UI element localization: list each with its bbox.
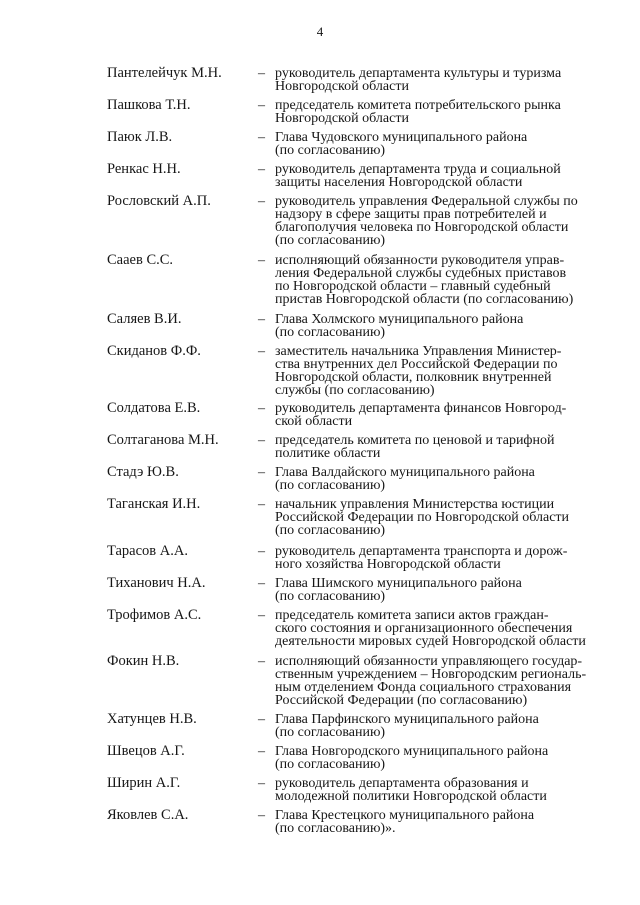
separator-dash: – [258, 744, 265, 759]
separator-dash: – [258, 465, 265, 480]
separator-dash: – [258, 162, 265, 177]
member-position: председатель комитета записи актов граждан- ского состояния и организационного обеспечения деятельности мировых судей Новгородской области [275, 608, 586, 649]
separator-dash: – [258, 576, 265, 591]
member-name: Пантелейчук М.Н. [107, 65, 222, 81]
member-name: Солтаганова М.Н. [107, 432, 219, 448]
separator-dash: – [258, 544, 265, 559]
member-name: Фокин Н.В. [107, 653, 180, 669]
separator-dash: – [258, 776, 265, 791]
separator-dash: – [258, 712, 265, 727]
member-name: Стадэ Ю.В. [107, 464, 179, 480]
member-name: Ренкас Н.Н. [107, 161, 181, 177]
member-position: руководитель департамента транспорта и дорож- ного хозяйства Новгородской области [275, 544, 568, 572]
member-position: руководитель департамента культуры и туризма Новгородской области [275, 66, 562, 94]
member-name: Скиданов Ф.Ф. [107, 343, 201, 359]
member-name: Сааев С.С. [107, 252, 174, 268]
member-name: Тиханович Н.А. [107, 575, 206, 591]
member-position: Глава Новгородского муниципального района (по согласованию) [275, 744, 549, 772]
separator-dash: – [258, 253, 265, 268]
member-position: Глава Шимского муниципального района (по согласованию) [275, 576, 522, 604]
separator-dash: – [258, 608, 265, 623]
member-name: Саляев В.И. [107, 311, 182, 327]
member-position: начальник управления Министерства юстиции Российской Федерации по Новгородской области (по согласованию) [275, 497, 570, 538]
member-position: Глава Чудовского муниципального района (по согласованию) [275, 130, 528, 158]
member-position: руководитель департамента труда и социальной защиты населения Новгородской области [275, 162, 561, 190]
separator-dash: – [258, 312, 265, 327]
member-position: председатель комитета по ценовой и тарифной политике области [275, 433, 555, 461]
separator-dash: – [258, 808, 265, 823]
member-position: исполняющий обязанности руководителя управ- ления Федеральной службы судебных приставов по Новгородской области – главный судебный пристав Новгородской области (по согласованию) [275, 253, 574, 307]
member-name: Яковлев С.А. [107, 807, 189, 823]
separator-dash: – [258, 654, 265, 669]
page-number: 4 [316, 24, 324, 39]
member-name: Солдатова Е.В. [107, 400, 201, 416]
member-name: Паюк Л.В. [107, 129, 173, 145]
member-name: Рословский А.П. [107, 193, 211, 209]
separator-dash: – [258, 130, 265, 145]
member-position: Глава Парфинского муниципального района (по согласованию) [275, 712, 539, 740]
member-position: председатель комитета потребительского рынка Новгородской области [275, 98, 561, 126]
member-position: руководитель департамента образования и молодежной политики Новгородской области [275, 776, 547, 804]
separator-dash: – [258, 98, 265, 113]
member-position: заместитель начальника Управления Министер- ства внутренних дел Российской Федерации по Новгородской области, полковник внутренней службы (по согласованию) [275, 344, 562, 398]
separator-dash: – [258, 194, 265, 209]
member-position: исполняющий обязанности управляющего государ- ственным учреждением – Новгородским региональ- ным отделением Фонда социального страхования Российской Федерации (по согласованию) [275, 654, 587, 708]
member-name: Таганская И.Н. [107, 496, 201, 512]
member-position: Глава Крестецкого муниципального района (по согласованию)». [275, 808, 535, 836]
separator-dash: – [258, 401, 265, 416]
member-name: Хатунцев Н.В. [107, 711, 197, 727]
member-name: Пашкова Т.Н. [107, 97, 191, 113]
member-position: Глава Холмского муниципального района (по согласованию) [275, 312, 524, 340]
separator-dash: – [258, 433, 265, 448]
member-name: Швецов А.Г. [107, 743, 185, 759]
member-name: Трофимов А.С. [107, 607, 202, 623]
member-name: Ширин А.Г. [107, 775, 181, 791]
separator-dash: – [258, 497, 265, 512]
separator-dash: – [258, 66, 265, 81]
separator-dash: – [258, 344, 265, 359]
member-position: руководитель департамента финансов Новгород- ской области [275, 401, 567, 429]
member-name: Тарасов А.А. [107, 543, 188, 559]
member-position: Глава Валдайского муниципального района (по согласованию) [275, 465, 535, 493]
member-position: руководитель управления Федеральной службы по надзору в сфере защиты прав потребителей и благополучия человека по Новгородской области (по согласованию) [275, 194, 578, 248]
